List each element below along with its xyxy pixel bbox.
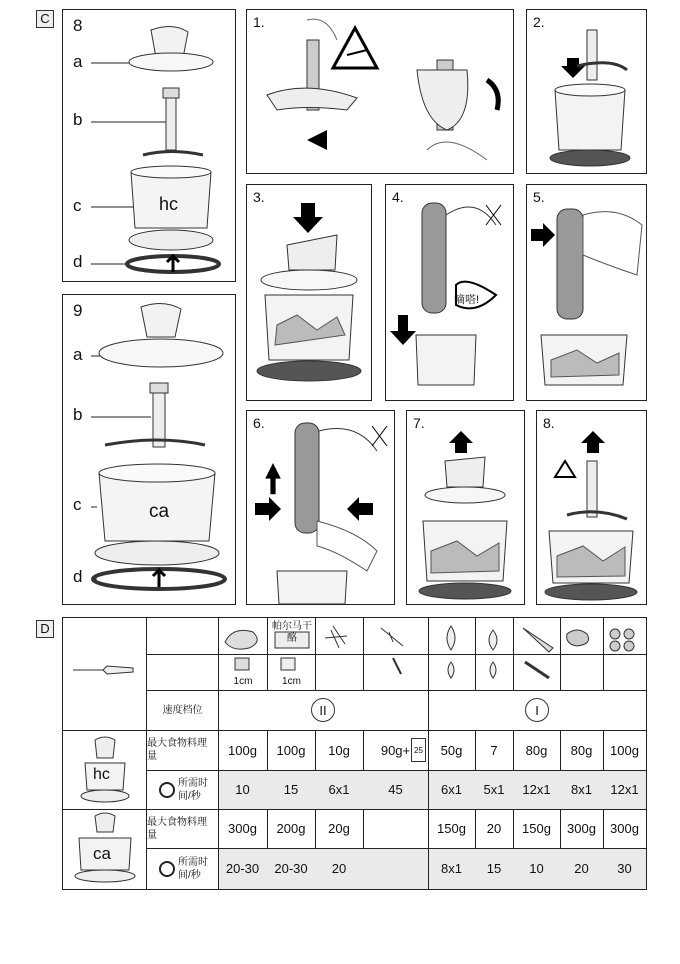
step-8-drawing	[537, 411, 646, 604]
hc-time-cell: 12x1	[522, 782, 551, 797]
bowl-hc-text: hc	[159, 194, 179, 214]
ice-cube-count-icon: 25	[411, 738, 426, 762]
hc-qty-cell: 50g	[440, 742, 463, 758]
chopper-ca-exploded-drawing	[63, 295, 235, 604]
ca-time-label: 所需时间/秒	[178, 856, 208, 881]
ca-qty-cell: 300g	[567, 821, 596, 836]
label-b: b	[73, 405, 83, 424]
figure-8-panel	[62, 9, 236, 282]
hc-qty-cell: 7	[490, 742, 498, 758]
hc-qty-cell: 90g+	[380, 742, 411, 758]
step-2-panel	[526, 9, 647, 174]
step-6-panel	[246, 410, 395, 605]
ca-qty-cell: 200g	[276, 821, 306, 836]
ca-time-cell: 8x1	[441, 861, 462, 876]
step-5-panel	[526, 184, 647, 401]
step-3-drawing	[247, 185, 371, 400]
ca-time-cell	[363, 848, 428, 889]
clock-icon	[159, 861, 175, 877]
label-a: a	[73, 345, 83, 364]
hc-max-qty-label: 最大食物料理量	[147, 738, 207, 762]
hc-time-cell: 8x1	[571, 782, 592, 797]
hc-label: hc	[93, 766, 110, 783]
ca-time-cell: 10	[529, 861, 544, 876]
section-d-tag: D	[36, 620, 54, 638]
label-c: c	[73, 196, 82, 215]
step-3-panel	[246, 184, 372, 401]
ca-qty-cell	[363, 809, 428, 848]
step-number: 5.	[533, 189, 545, 205]
step-number: 8.	[543, 415, 555, 431]
step-4-drawing	[386, 185, 513, 400]
hc-qty-cell: 80g	[525, 742, 548, 758]
ca-qty-cell: 20g	[328, 821, 350, 836]
hc-time-cell: 5x1	[483, 782, 505, 797]
hc-time-cell: 10	[235, 782, 250, 797]
section-c-tag: C	[36, 10, 54, 28]
ca-qty-cell: 150g	[437, 821, 466, 836]
step-number: 1.	[253, 14, 265, 30]
step-1-panel	[246, 9, 514, 174]
step-number: 4.	[392, 189, 404, 205]
ca-time-cell: 30	[617, 861, 632, 876]
label-a: a	[73, 52, 83, 71]
label-b: b	[73, 110, 83, 129]
step-number: 6.	[253, 415, 265, 431]
hc-time-cell: 12x1	[610, 782, 639, 797]
click-text: 嘀嗒!	[454, 294, 480, 306]
ca-max-qty-label: 最大食物料理量	[147, 816, 207, 841]
hc-time-cell: 15	[283, 782, 299, 797]
bowl-ca-text: ca	[149, 501, 170, 522]
hc-time-cell: 6x1	[328, 782, 350, 797]
ca-qty-cell: 20	[486, 821, 502, 836]
step-5-drawing	[527, 185, 646, 400]
label-d: d	[73, 252, 83, 271]
cheese-label: 帕尔马干酪	[272, 621, 312, 644]
hc-qty-cell: 100g	[276, 742, 306, 758]
step-4-panel	[385, 184, 514, 401]
chopper-hc-exploded-drawing	[63, 10, 235, 281]
ca-time-cell: 20-30	[225, 861, 260, 876]
step-6-drawing	[247, 411, 394, 604]
food-icons	[63, 618, 646, 690]
step-number: 2.	[533, 14, 545, 30]
hc-qty-cell: 100g	[610, 742, 639, 758]
speed-low-badge: I	[525, 698, 549, 722]
processing-table	[62, 617, 647, 890]
step-1-drawing	[247, 10, 513, 173]
speed-high-badge: II	[311, 698, 335, 722]
ca-time-cell: 20	[331, 861, 347, 876]
speed-label: 速度档位	[162, 704, 203, 716]
step-2-drawing	[527, 10, 646, 173]
clock-icon	[159, 782, 175, 798]
hc-qty-cell: 80g	[570, 742, 593, 758]
size-label-2: 1cm	[282, 676, 301, 687]
hc-time-label: 所需时间/秒	[178, 777, 208, 802]
hc-qty-cell: 100g	[228, 742, 257, 758]
ca-time-cell: 15	[486, 861, 502, 876]
size-label-1: 1cm	[233, 676, 253, 687]
hc-time-cell: 6x1	[441, 782, 462, 797]
step-number: 7.	[413, 415, 425, 431]
label-c: c	[73, 495, 82, 514]
ca-qty-cell: 300g	[610, 821, 639, 836]
step-8-panel	[536, 410, 647, 605]
ca-time-cell: 20-30	[274, 861, 308, 876]
hc-qty-cell: 10g	[328, 742, 350, 758]
step-number: 3.	[253, 189, 265, 205]
label-d: d	[73, 567, 83, 586]
ca-time-cell: 20	[574, 861, 589, 876]
figure-9-number: 9	[73, 301, 83, 320]
figure-9-panel	[62, 294, 236, 605]
ca-qty-cell: 300g	[228, 821, 257, 836]
ca-label: ca	[93, 844, 111, 863]
ca-qty-cell: 150g	[522, 821, 551, 836]
figure-8-number: 8	[73, 16, 83, 35]
step-7-drawing	[407, 411, 524, 604]
hc-time-cell: 45	[388, 782, 403, 797]
step-7-panel	[406, 410, 525, 605]
